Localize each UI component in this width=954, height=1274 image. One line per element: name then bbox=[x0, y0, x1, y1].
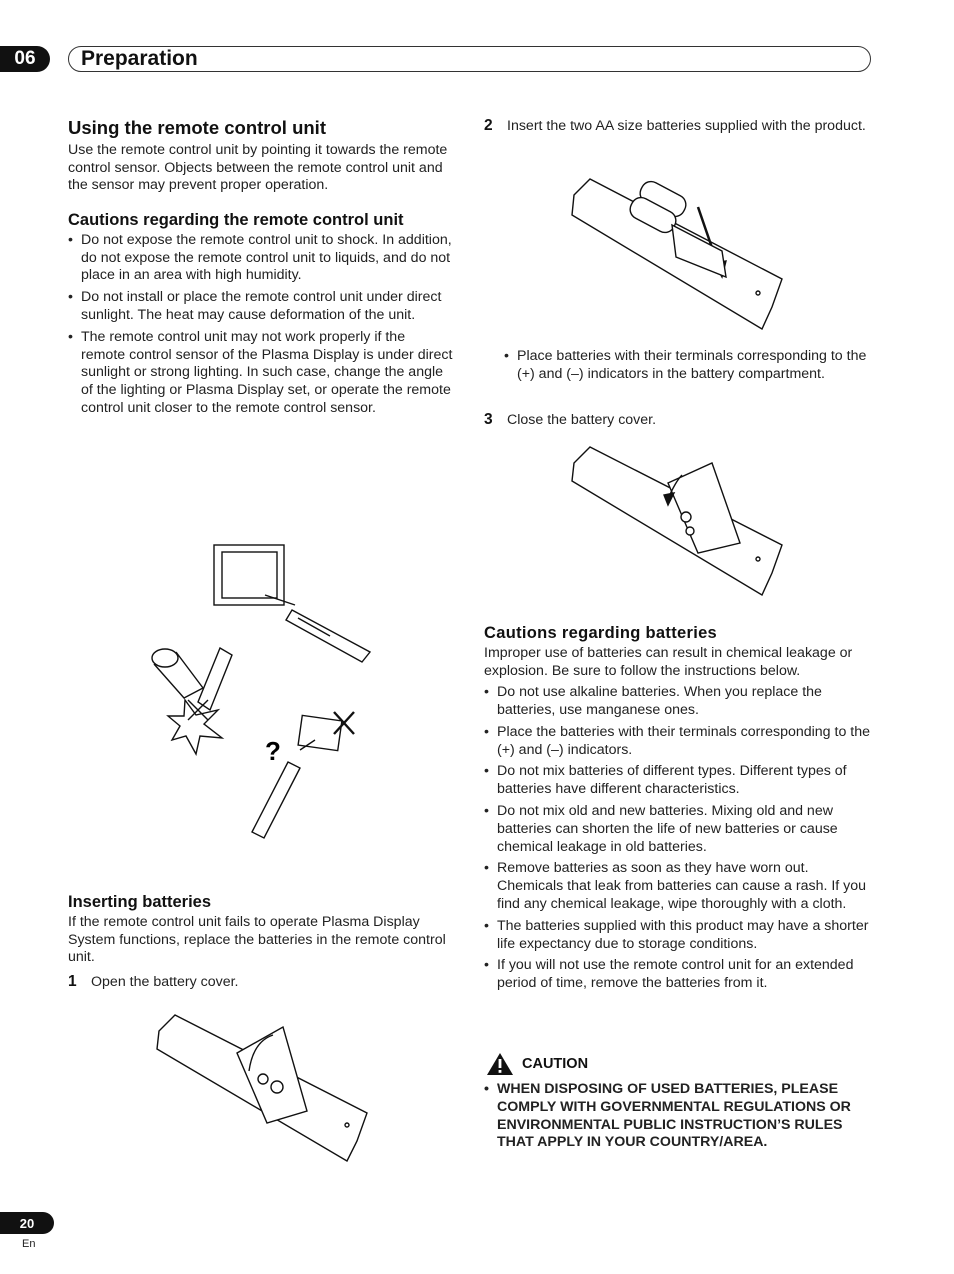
caution-header bbox=[486, 1052, 588, 1076]
list-item: • Do not expose the remote control unit to shock. In addition, do not expose the remote control unit to liquids, and do not place in an area with high humidity. bbox=[68, 232, 453, 285]
section-body-remote: Use the remote control unit by pointing it towards the remote control sensor. Objects between the remote control unit and the sensor may prevent proper operation. bbox=[68, 142, 448, 194]
page-number-badge bbox=[0, 1212, 54, 1234]
section-body-cautions-batteries: Improper use of batteries can result in chemical leakage or explosion. Be sure to follow the instructions below. bbox=[484, 645, 853, 679]
caution-body bbox=[484, 1081, 864, 1156]
section-title-cautions-batteries: Cautions regarding batteries bbox=[484, 624, 718, 642]
section-title-remote: Using the remote control unit bbox=[68, 117, 326, 138]
question-mark: ? bbox=[265, 736, 281, 766]
open-cover-illustration bbox=[157, 1013, 367, 1163]
inserting-batteries-section bbox=[68, 891, 453, 991]
list-item: • Place the batteries with their terminals corresponding to the (+) and (–) indicators. bbox=[484, 724, 874, 760]
list-item: • Remove batteries as soon as they have worn out. Chemicals that leak from batteries can cause a rash. If you find any chemical leakage, wipe thoroughly with a cloth. bbox=[484, 860, 874, 913]
section-title-inserting: Inserting batteries bbox=[68, 893, 212, 911]
list-item: • Place batteries with their terminals corresponding to the (+) and (–) indicators in the battery compartment. bbox=[504, 348, 874, 384]
chapter-number: 06 bbox=[14, 48, 36, 69]
step-2 bbox=[484, 117, 874, 136]
close-cover-illustration bbox=[572, 445, 782, 597]
section-body-inserting: If the remote control unit fails to operate Plasma Display System functions, replace the batteries in the remote control unit. bbox=[68, 914, 446, 966]
section-title-cautions-remote: Cautions regarding the remote control unit bbox=[68, 210, 404, 229]
list-item: • The remote control unit may not work properly if the remote control sensor of the Plasma Display is under direct sunlight or strong lighting. In such case, change the angle of the lighting or Plasma Display set, or operate the remote control unit closer to the remote control sensor. bbox=[68, 329, 453, 418]
step-number: 1 bbox=[68, 972, 77, 990]
list-item: • Do not install or place the remote control unit under direct sunlight. The heat may cause deformation of the unit. bbox=[68, 289, 453, 325]
step-3 bbox=[484, 411, 874, 430]
step-2-note bbox=[504, 348, 874, 388]
insert-batteries-illustration bbox=[572, 167, 782, 329]
step-text: Close the battery cover. bbox=[507, 412, 657, 428]
list-item: • The batteries supplied with this product may have a shorter life expectancy due to storage conditions. bbox=[484, 918, 874, 954]
display-outline bbox=[214, 545, 284, 605]
chapter-title: Preparation bbox=[81, 47, 198, 70]
language-label: En bbox=[22, 1238, 36, 1250]
list-item: • Do not mix old and new batteries. Mixing old and new batteries can shorten the life of new batteries or cause chemical leakage in old batteries. bbox=[484, 803, 874, 856]
cautions-remote-list bbox=[68, 232, 453, 418]
cautions-batteries-list bbox=[484, 684, 874, 993]
list-item: • If you will not use the remote control unit for an extended period of time, remove the batteries from it. bbox=[484, 957, 874, 993]
warning-icon bbox=[486, 1052, 514, 1076]
step-number: 3 bbox=[484, 411, 493, 428]
step-number: 2 bbox=[484, 117, 493, 134]
list-item: • Do not mix batteries of different types. Different types of batteries have different characteristics. bbox=[484, 763, 874, 799]
chapter-number-badge bbox=[0, 46, 50, 72]
cautions-batteries-section bbox=[484, 622, 874, 997]
caution-label: CAUTION bbox=[522, 1056, 589, 1072]
list-item: • Do not use alkaline batteries. When you replace the batteries, use manganese ones. bbox=[484, 684, 874, 720]
step-1 bbox=[68, 973, 453, 992]
caution-text: • WHEN DISPOSING OF USED BATTERIES, PLEASE COMPLY WITH GOVERNMENTAL REGULATIONS OR ENVIRONMENTAL PUBLIC INSTRUCTION’S RULES THAT APPLY IN YOUR COUNTRY/AREA. bbox=[484, 1081, 864, 1152]
remote-usage-illustration bbox=[140, 540, 380, 840]
step-text: Open the battery cover. bbox=[91, 973, 239, 990]
step-text: Insert the two AA size batteries supplied with the product. bbox=[507, 118, 866, 134]
left-column bbox=[68, 117, 453, 422]
page-number: 20 bbox=[19, 1215, 35, 1231]
